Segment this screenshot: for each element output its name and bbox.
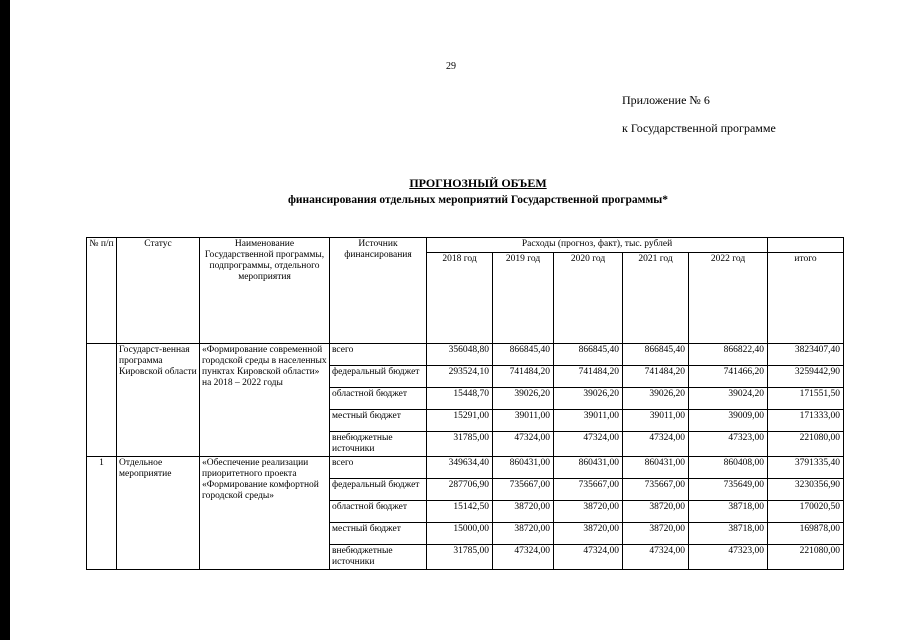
value-2022: 47323,00: [689, 544, 768, 569]
row-source: местный бюджет: [330, 522, 427, 544]
header-empty-cell: [768, 238, 844, 253]
row-source: местный бюджет: [330, 410, 427, 432]
value-2018: 15142,50: [427, 500, 493, 522]
value-2022: 741466,20: [689, 366, 768, 388]
value-2020: 39011,00: [554, 410, 623, 432]
row-status: Государст-венная программа Кировской области: [117, 344, 200, 457]
value-2020: 741484,20: [554, 366, 623, 388]
value-total: 3823407,40: [768, 344, 844, 366]
header-year-2018: 2018 год: [427, 253, 493, 344]
scan-edge-bar: [0, 0, 10, 640]
row-source: всего: [330, 456, 427, 478]
value-total: 3791335,40: [768, 456, 844, 478]
value-2019: 39011,00: [493, 410, 554, 432]
value-2018: 287706,90: [427, 478, 493, 500]
value-total: 171551,50: [768, 388, 844, 410]
row-source: внебюджетные источники: [330, 432, 427, 457]
value-2021: 741484,20: [623, 366, 689, 388]
value-2018: 349634,40: [427, 456, 493, 478]
header-status: Статус: [117, 238, 200, 344]
value-2021: 38720,00: [623, 522, 689, 544]
value-2019: 47324,00: [493, 432, 554, 457]
value-2018: 31785,00: [427, 432, 493, 457]
value-2021: 39026,20: [623, 388, 689, 410]
value-2021: 860431,00: [623, 456, 689, 478]
row-source: областной бюджет: [330, 500, 427, 522]
table-header-row: [87, 238, 844, 253]
row-number: 1: [87, 456, 117, 569]
header-year-2019: 2019 год: [493, 253, 554, 344]
value-total: 171333,00: [768, 410, 844, 432]
value-2020: 47324,00: [554, 544, 623, 569]
value-total: 3230356,90: [768, 478, 844, 500]
value-2019: 866845,40: [493, 344, 554, 366]
row-source: областной бюджет: [330, 388, 427, 410]
row-source: федеральный бюджет: [330, 366, 427, 388]
value-2018: 15000,00: [427, 522, 493, 544]
value-2022: 38718,00: [689, 500, 768, 522]
row-source: внебюджетные источники: [330, 544, 427, 569]
value-total: 3259442,90: [768, 366, 844, 388]
value-2021: 866845,40: [623, 344, 689, 366]
row-name: «Формирование современной городской среды в населенных пунктах Кировской области» на 2018 – 2022 годы: [200, 344, 330, 457]
financing-table: [86, 237, 844, 570]
appendix-number: Приложение № 6: [622, 93, 710, 107]
header-name: Наименование Государственной программы, подпрограммы, отдельного мероприятия: [200, 238, 330, 344]
value-2021: 735667,00: [623, 478, 689, 500]
row-status: Отдельное мероприятие: [117, 456, 200, 569]
value-2019: 38720,00: [493, 500, 554, 522]
header-year-2020: 2020 год: [554, 253, 623, 344]
header-source: Источник финансирования: [330, 238, 427, 344]
document-title: ПРОГНОЗНЫЙ ОБЪЕМ: [409, 176, 547, 190]
value-2020: 866845,40: [554, 344, 623, 366]
value-2020: 38720,00: [554, 500, 623, 522]
header-year-2022: 2022 год: [689, 253, 768, 344]
value-2021: 39011,00: [623, 410, 689, 432]
value-2020: 39026,20: [554, 388, 623, 410]
value-total: 221080,00: [768, 432, 844, 457]
value-2022: 860408,00: [689, 456, 768, 478]
value-2020: 735667,00: [554, 478, 623, 500]
value-2022: 866822,40: [689, 344, 768, 366]
value-2021: 38720,00: [623, 500, 689, 522]
value-2018: 293524,10: [427, 366, 493, 388]
header-year-2021: 2021 год: [623, 253, 689, 344]
value-2022: 735649,00: [689, 478, 768, 500]
value-2018: 15448,70: [427, 388, 493, 410]
value-2019: 860431,00: [493, 456, 554, 478]
value-2019: 735667,00: [493, 478, 554, 500]
value-2020: 38720,00: [554, 522, 623, 544]
value-total: 170020,50: [768, 500, 844, 522]
value-2022: 47323,00: [689, 432, 768, 457]
value-2019: 741484,20: [493, 366, 554, 388]
value-2022: 39024,20: [689, 388, 768, 410]
document-subtitle: финансирования отдельных мероприятий Государственной программы*: [287, 194, 669, 206]
value-2019: 38720,00: [493, 522, 554, 544]
appendix-reference: к Государственной программе: [622, 121, 776, 135]
value-total: 169878,00: [768, 522, 844, 544]
value-2021: 47324,00: [623, 544, 689, 569]
value-2020: 47324,00: [554, 432, 623, 457]
value-2021: 47324,00: [623, 432, 689, 457]
value-2019: 39026,20: [493, 388, 554, 410]
value-2018: 356048,80: [427, 344, 493, 366]
value-2019: 47324,00: [493, 544, 554, 569]
header-total: итого: [768, 253, 844, 344]
value-2020: 860431,00: [554, 456, 623, 478]
header-expenses: Расходы (прогноз, факт), тыс. рублей: [427, 238, 768, 253]
value-2022: 39009,00: [689, 410, 768, 432]
row-source: всего: [330, 344, 427, 366]
value-total: 221080,00: [768, 544, 844, 569]
table-row: [87, 456, 844, 478]
table-row: [87, 344, 844, 366]
value-2018: 15291,00: [427, 410, 493, 432]
row-number: [87, 344, 117, 457]
row-name: «Обеспечение реализации приоритетного проекта «Формирование комфортной городской среды»: [200, 456, 330, 569]
page-number: 29: [446, 61, 456, 72]
header-number: № п/п: [87, 238, 117, 344]
value-2018: 31785,00: [427, 544, 493, 569]
row-source: федеральный бюджет: [330, 478, 427, 500]
value-2022: 38718,00: [689, 522, 768, 544]
